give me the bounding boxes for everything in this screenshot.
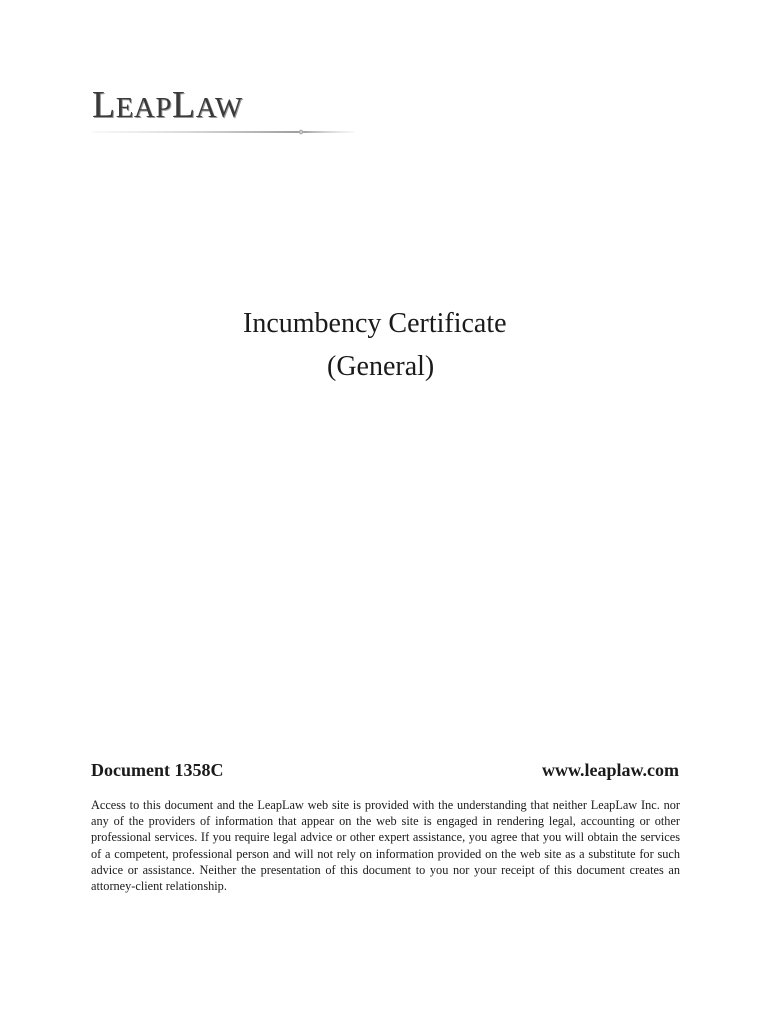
disclaimer-paragraph: Access to this document and the LeapLaw web site is provided with the understanding that neither LeapLaw Inc. nor any of the providers of information that appear on the web site is engaged in rendering legal, accounting or other professional services. If you require legal advice or other expert assistance, you agree that you will obtain the services of a competent, professional person and will not rely on information provided on the web site as a substitute for such advice or assistance. Neither the presentation of this document to you nor your receipt of this document creates an attorney-client relationship. [91,798,680,894]
title-line-2: (General) [327,351,435,382]
document-number: Document 1358C [91,760,224,780]
logo-letter-l1: L [92,84,116,126]
title-line-1: Incumbency Certificate [243,308,507,339]
logo-wordmark [92,86,243,124]
logo-letters-aw: AW [195,92,243,124]
logo-letter-l2: L [172,84,196,126]
leaplaw-logo [92,86,354,148]
website-link[interactable]: www.leaplaw.com [542,760,679,780]
logo-underline-swoosh [92,129,354,135]
logo-letters-eap: EAP [115,92,173,124]
